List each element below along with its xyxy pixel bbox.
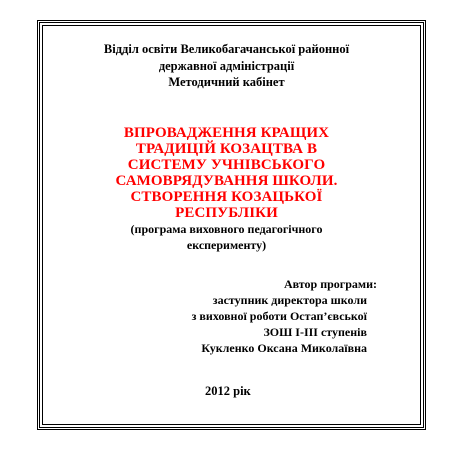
title-line-1: ВПРОВАДЖЕННЯ КРАЩИХ <box>123 125 330 141</box>
title-line-3: СИСТЕМУ УЧНІВСЬКОГО <box>127 157 326 173</box>
author-school: ЗОШ І-ІІІ ступенів <box>263 325 367 339</box>
title-line-6: РЕСПУБЛІКИ <box>175 205 278 221</box>
title-line-5: СТВОРЕННЯ КОЗАЦЬКОЇ <box>130 189 323 205</box>
header-administration: державної адміністрації <box>158 59 295 73</box>
subtitle-line-1: (програма виховного педагогічного <box>130 222 323 236</box>
author-position-1: заступник директора школи <box>212 293 367 307</box>
author-position-2: з виховної роботи Остап’євської <box>191 309 367 323</box>
author-name: Кукленко Оксана Миколаївна <box>201 341 367 355</box>
title-line-4: САМОВРЯДУВАННЯ ШКОЛИ. <box>115 173 338 189</box>
header-organization: Відділ освіти Великобагачанської районної <box>103 42 350 56</box>
header-department: Методичний кабінет <box>168 75 285 89</box>
author-label: Автор програми: <box>283 277 377 291</box>
subtitle-line-2: експерименту) <box>186 238 267 252</box>
title-line-2: ТРАДИЦІЙ КОЗАЦТВА В <box>135 141 318 157</box>
document-year: 2012 рік <box>205 384 251 398</box>
